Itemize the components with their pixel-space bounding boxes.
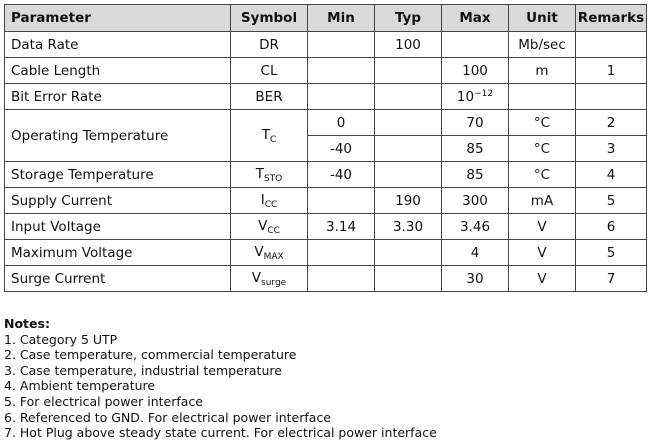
note-item: 1. Category 5 UTP <box>4 331 118 347</box>
cell-min: 3.14 <box>308 214 375 240</box>
notes-title: Notes: <box>4 316 50 331</box>
cell-remarks: 4 <box>576 162 647 188</box>
cell-parameter: Maximum Voltage <box>5 240 231 266</box>
cell-remarks: 6 <box>576 214 647 240</box>
table-row-maximum-voltage <box>5 240 647 266</box>
cell-remarks: 7 <box>576 266 647 292</box>
max-exponent: −12 <box>474 88 494 99</box>
cell-remarks <box>576 84 647 110</box>
cell-parameter: Supply Current <box>5 188 231 214</box>
cell-symbol <box>231 214 308 240</box>
symbol-main: I <box>260 191 265 208</box>
cell-remarks <box>576 32 647 58</box>
cell-symbol <box>231 110 308 162</box>
table-row-storage-temperature <box>5 162 647 188</box>
cell-min <box>308 32 375 58</box>
note-item: 4. Ambient temperature <box>4 378 156 394</box>
cell-symbol: CL <box>231 58 308 84</box>
cell-min: -40 <box>308 162 375 188</box>
cell-parameter: Input Voltage <box>5 214 231 240</box>
note-item: 7. Hot Plug above steady state current. For electrical power interface <box>4 425 437 441</box>
cell-remarks: 5 <box>576 188 647 214</box>
cell-unit: V <box>509 214 576 240</box>
note-item: 2. Case temperature, commercial temperature <box>4 347 297 363</box>
cell-typ <box>375 110 442 136</box>
header-parameter: Parameter <box>5 5 231 32</box>
cell-symbol: DR <box>231 32 308 58</box>
note-item: 3. Case temperature, industrial temperature <box>4 362 282 378</box>
cell-remarks: 2 <box>576 110 647 136</box>
cell-unit: m <box>509 58 576 84</box>
cell-max: 4 <box>442 240 509 266</box>
symbol-sub: C <box>269 134 277 145</box>
symbol-main: T <box>261 126 270 143</box>
cell-parameter: Storage Temperature <box>5 162 231 188</box>
symbol-sub: CC <box>267 225 280 236</box>
header-min: Min <box>308 5 375 32</box>
cell-typ: 3.30 <box>375 214 442 240</box>
cell-max <box>442 32 509 58</box>
cell-min <box>308 240 375 266</box>
cell-max: 300 <box>442 188 509 214</box>
cell-max: 100 <box>442 58 509 84</box>
cell-min <box>308 58 375 84</box>
cell-parameter: Operating Temperature <box>5 110 231 162</box>
header-max: Max <box>442 5 509 32</box>
cell-typ <box>375 266 442 292</box>
header-row <box>5 5 647 32</box>
cell-unit: °C <box>509 136 576 162</box>
cell-unit: mA <box>509 188 576 214</box>
cell-symbol: BER <box>231 84 308 110</box>
table-row-surge-current <box>5 266 647 292</box>
cell-unit: °C <box>509 162 576 188</box>
cell-max: 70 <box>442 110 509 136</box>
cell-max: 85 <box>442 162 509 188</box>
cell-max: 3.46 <box>442 214 509 240</box>
cell-typ <box>375 58 442 84</box>
cell-typ <box>375 136 442 162</box>
cell-max: 85 <box>442 136 509 162</box>
cell-min: -40 <box>308 136 375 162</box>
cell-max <box>442 84 509 110</box>
cell-remarks: 5 <box>576 240 647 266</box>
cell-min <box>308 84 375 110</box>
cell-symbol <box>231 240 308 266</box>
note-item: 6. Referenced to GND. For electrical power interface <box>4 409 331 425</box>
cell-max: 30 <box>442 266 509 292</box>
cell-min <box>308 188 375 214</box>
table-row-supply-current <box>5 188 647 214</box>
cell-parameter: Bit Error Rate <box>5 84 231 110</box>
cell-typ <box>375 240 442 266</box>
cell-typ: 100 <box>375 32 442 58</box>
spec-table <box>4 4 647 292</box>
cell-symbol <box>231 188 308 214</box>
header-remarks: Remarks <box>576 5 647 32</box>
symbol-sub: CC <box>264 199 278 210</box>
max-base: 10 <box>456 88 475 105</box>
symbol-main: T <box>255 165 264 182</box>
cell-parameter: Surge Current <box>5 266 231 292</box>
cell-parameter: Cable Length <box>5 58 231 84</box>
cell-min <box>308 266 375 292</box>
table-row-input-voltage <box>5 214 647 240</box>
cell-typ <box>375 84 442 110</box>
cell-unit: Mb/sec <box>509 32 576 58</box>
note-item: 5. For electrical power interface <box>4 393 203 409</box>
notes-section <box>4 316 437 441</box>
table-row-cable-length <box>5 58 647 84</box>
cell-unit: °C <box>509 110 576 136</box>
symbol-main: V <box>258 217 268 234</box>
table-row-bit-error-rate <box>5 84 647 110</box>
symbol-main: V <box>251 269 262 286</box>
symbol-sub: MAX <box>263 251 284 262</box>
symbol-sub: surge <box>261 277 287 288</box>
cell-unit: V <box>509 266 576 292</box>
header-symbol: Symbol <box>231 5 308 32</box>
header-typ: Typ <box>375 5 442 32</box>
table-row-operating-temperature <box>5 110 647 136</box>
cell-remarks: 3 <box>576 136 647 162</box>
cell-symbol <box>231 266 308 292</box>
cell-typ: 190 <box>375 188 442 214</box>
cell-parameter: Data Rate <box>5 32 231 58</box>
header-unit: Unit <box>509 5 576 32</box>
cell-unit: V <box>509 240 576 266</box>
cell-remarks: 1 <box>576 58 647 84</box>
cell-unit <box>509 84 576 110</box>
cell-typ <box>375 162 442 188</box>
symbol-sub: STO <box>263 173 283 184</box>
symbol-main: V <box>254 243 264 260</box>
cell-symbol <box>231 162 308 188</box>
table-row-data-rate <box>5 32 647 58</box>
cell-min: 0 <box>308 110 375 136</box>
